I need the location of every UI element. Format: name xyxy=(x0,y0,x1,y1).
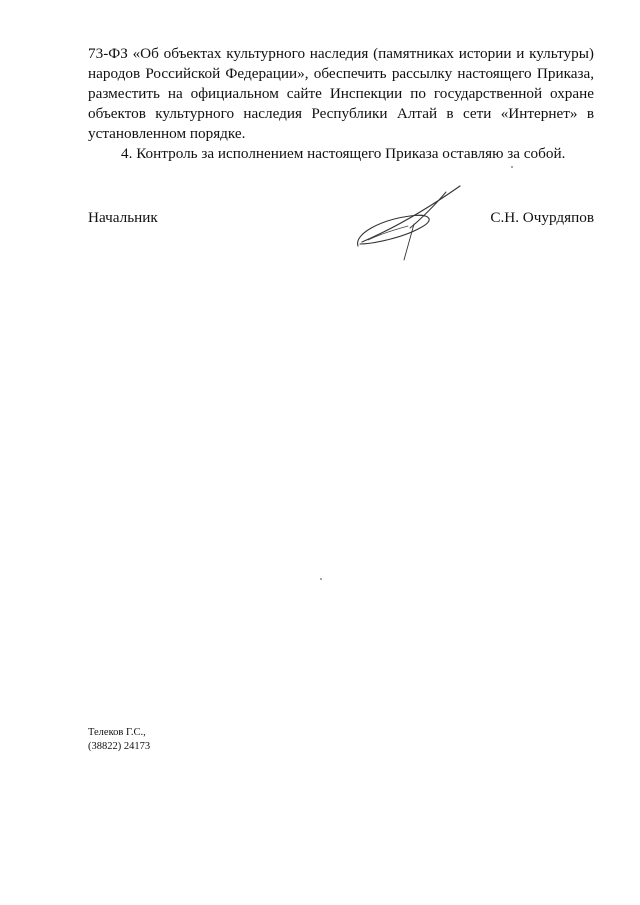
scan-speck xyxy=(320,578,322,580)
document-body xyxy=(88,44,594,164)
scan-speck xyxy=(511,166,513,168)
executor-phone: (38822) 24173 xyxy=(88,741,151,752)
executor-name: Телеков Г.С., xyxy=(88,727,146,738)
signatory-name: С.Н. Очурдяпов xyxy=(490,209,594,226)
signatory-position: Начальник xyxy=(88,209,158,226)
handwritten-signature xyxy=(350,184,470,262)
executor-info xyxy=(88,726,150,754)
paragraph-continuation: 73-ФЗ «Об объектах культурного наследия (памятниках истории и культуры) народов Российской Федерации», обеспечить рассылку настоящего Приказа, разместить на официальном сайте Инспекции по государственной охране объектов культурного наследия Республики Алтай в сети «Интернет» в установленном порядке. xyxy=(88,45,594,142)
paragraph-item-4: 4. Контроль за исполнением настоящего Приказа оставляю за собой. xyxy=(121,145,566,162)
signature-block xyxy=(88,206,594,266)
